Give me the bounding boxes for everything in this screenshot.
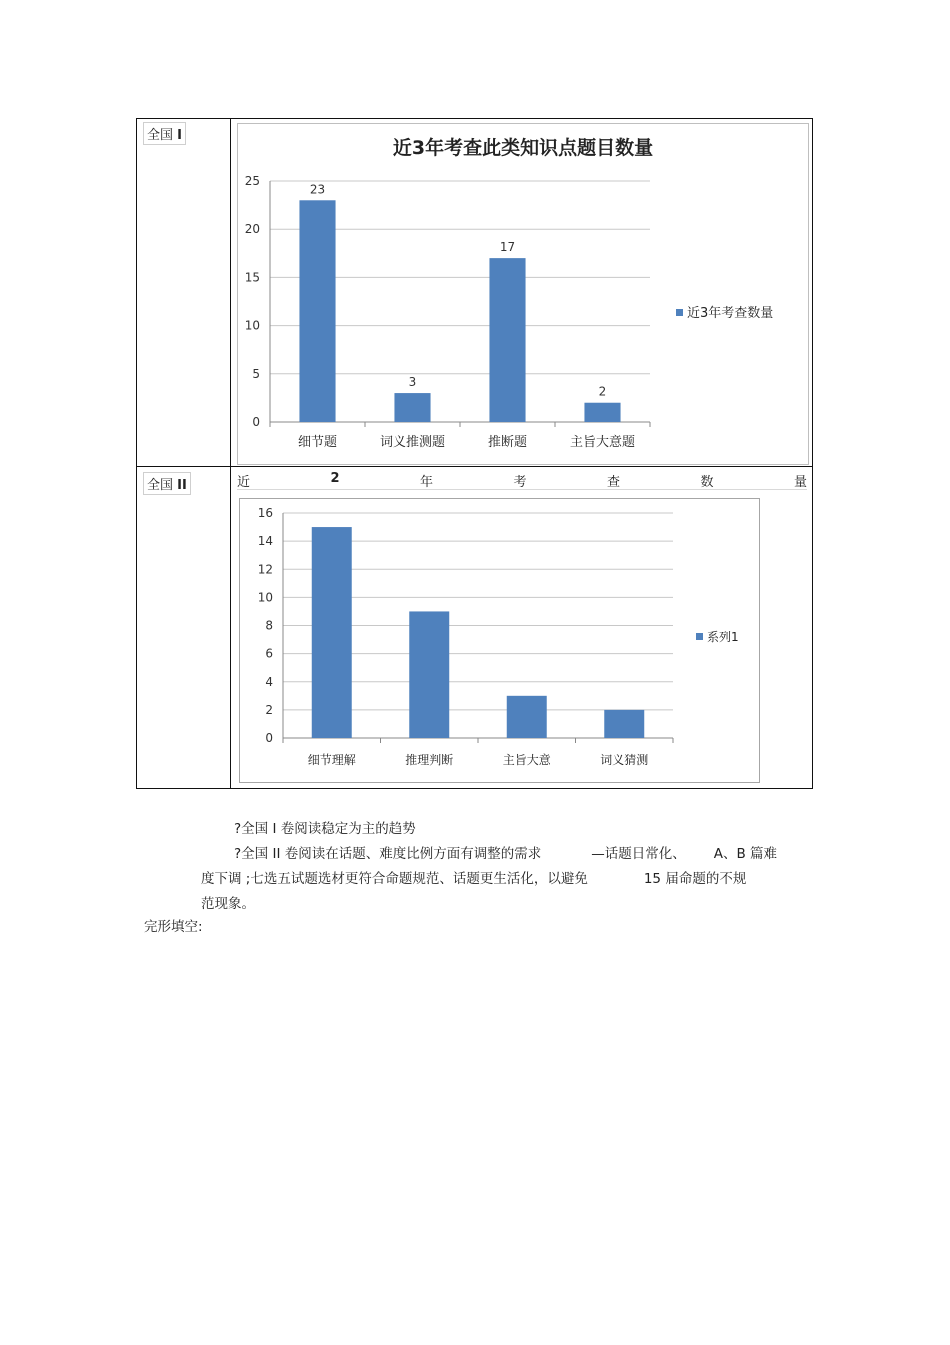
x-category-label: 推理判断 — [405, 753, 454, 767]
heading-char: 2 — [330, 471, 340, 486]
table-row-divider — [137, 466, 812, 467]
y-tick-label: 0 — [252, 415, 260, 429]
heading-char: 考 — [513, 475, 527, 490]
x-category-label: 主旨大意题 — [569, 435, 636, 450]
bar — [507, 696, 547, 738]
line3-part-b: 15 届命题的不规 — [643, 871, 747, 887]
row2-label — [143, 472, 191, 495]
heading-char: 年 — [420, 475, 434, 490]
data-label: 2 — [598, 384, 607, 399]
x-category-label: 词义推测题 — [379, 435, 446, 450]
section-heading-cloze: 完形填空: — [144, 919, 203, 935]
y-tick-label: 20 — [244, 222, 260, 237]
bar — [489, 258, 525, 422]
x-category-label: 细节题 — [297, 435, 338, 450]
y-tick-label: 2 — [265, 702, 273, 717]
bar — [312, 527, 352, 738]
y-tick-label: 10 — [257, 590, 273, 605]
bar — [394, 393, 430, 422]
y-tick-label: 0 — [265, 731, 273, 745]
line2-part-b: —话题日常化、 — [591, 846, 686, 862]
legend-marker — [696, 633, 703, 640]
y-tick-label: 6 — [265, 646, 273, 661]
paragraph-line-4: 范现象。 — [201, 896, 255, 912]
heading-char: 量 — [793, 475, 807, 490]
row2-heading — [237, 471, 807, 490]
row2-label-text: 全国 — [147, 478, 174, 493]
legend-marker — [676, 309, 683, 316]
x-category-label: 词义猜测 — [600, 753, 649, 767]
bar — [409, 611, 449, 738]
legend-label: 近3年考查数量 — [687, 306, 774, 321]
chart-2 — [239, 498, 760, 783]
row1-label-text: 全国 — [147, 128, 174, 143]
data-label: 3 — [408, 375, 417, 390]
y-tick-label: 8 — [265, 618, 273, 633]
bar — [299, 200, 335, 422]
paragraph-line-1: ?全国 I 卷阅读稳定为主的趋势 — [234, 821, 416, 837]
x-category-label: 推断题 — [487, 435, 528, 450]
y-tick-label: 5 — [252, 366, 260, 381]
chart-title: 近3年考查此类知识点题目数量 — [392, 137, 654, 159]
y-tick-label: 16 — [257, 506, 273, 520]
table-column-divider — [230, 119, 231, 788]
y-tick-label: 10 — [244, 318, 260, 333]
y-tick-label: 14 — [257, 534, 273, 549]
row1-label — [143, 122, 186, 145]
chart-1-svg — [238, 124, 808, 464]
y-tick-label: 12 — [257, 562, 273, 577]
chart-1 — [237, 123, 809, 465]
line2-part-a: ?全国 II 卷阅读在话题、难度比例方面有调整的需求 — [234, 846, 542, 862]
paragraph-line-2 — [234, 842, 777, 867]
line2-part-c: A、B 篇难 — [713, 846, 778, 862]
heading-char: 数 — [700, 475, 714, 490]
data-table — [136, 118, 813, 789]
bar — [604, 710, 644, 738]
bar — [584, 403, 620, 422]
data-label: 23 — [309, 182, 326, 197]
line3-part-a: 度下调 ;七选五试题选材更符合命题规范、话题更生活化，以避免 — [201, 871, 588, 887]
y-tick-label: 4 — [265, 674, 273, 689]
heading-char: 查 — [606, 475, 620, 490]
x-category-label: 细节理解 — [307, 753, 356, 767]
y-tick-label: 15 — [244, 270, 260, 285]
legend-label: 系列1 — [707, 630, 739, 644]
paragraph-line-3 — [201, 867, 746, 892]
y-tick-label: 25 — [244, 174, 260, 188]
row1-label-roman: I — [177, 128, 182, 143]
x-category-label: 主旨大意 — [502, 753, 551, 767]
row2-label-roman: II — [177, 478, 187, 493]
chart-2-svg — [240, 499, 759, 782]
data-label: 17 — [499, 240, 516, 255]
heading-char: 近 — [237, 475, 251, 490]
